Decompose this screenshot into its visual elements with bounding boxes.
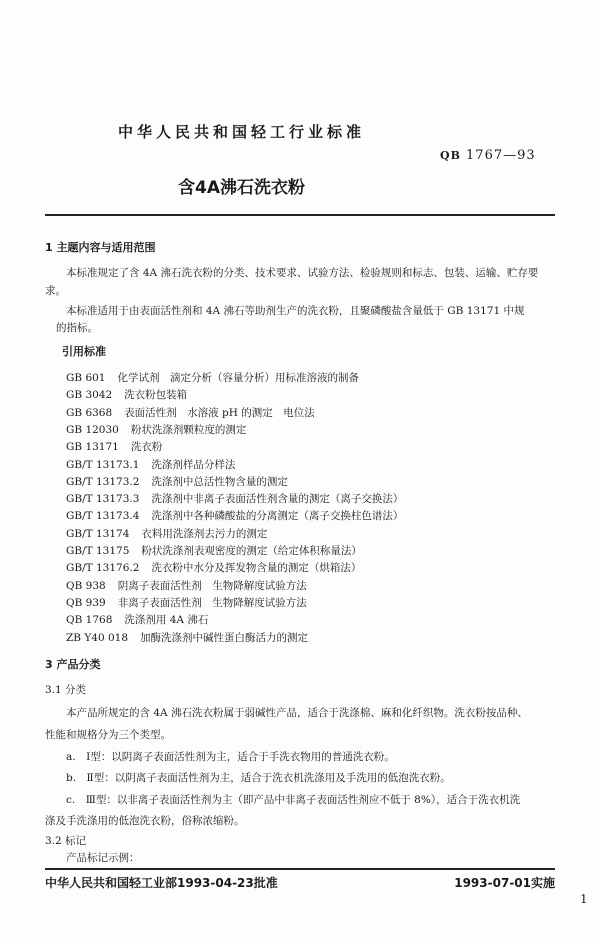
reference-title: 洗涤剂中总活性物含量的测定 bbox=[151, 475, 288, 488]
reference-item bbox=[66, 544, 362, 558]
reference-code: ZB Y40 018 bbox=[66, 631, 129, 644]
reference-item bbox=[66, 561, 361, 575]
reference-item bbox=[66, 579, 307, 593]
references-heading: 引用标准 bbox=[62, 345, 106, 358]
header-rule bbox=[45, 214, 555, 216]
reference-code: GB/T 13173.3 bbox=[66, 493, 140, 506]
reference-item bbox=[66, 509, 403, 523]
section-1-heading: 1 主题内容与适用范围 bbox=[45, 241, 156, 254]
code-number: 1767—93 bbox=[466, 148, 536, 163]
reference-title: 粉状洗涤剂表观密度的测定（给定体积称量法） bbox=[141, 545, 362, 557]
reference-item bbox=[66, 631, 308, 645]
reference-item bbox=[66, 371, 359, 385]
reference-item bbox=[66, 475, 288, 489]
reference-code: GB 12030 bbox=[66, 423, 119, 436]
reference-code: GB/T 13173.2 bbox=[66, 475, 140, 488]
reference-code: GB/T 13176.2 bbox=[66, 562, 140, 575]
standard-code bbox=[440, 148, 536, 163]
type-item-c: c. Ⅲ型：以非离子表面活性剂为主（即产品中非离子表面活性剂应不低于 8%），适合于洗衣机洗 bbox=[66, 794, 521, 806]
reference-title: 洗涤剂样品分样法 bbox=[151, 458, 236, 471]
section-3-1-heading: 3.1 分类 bbox=[45, 684, 87, 696]
reference-item bbox=[66, 406, 315, 420]
reference-item bbox=[66, 440, 162, 454]
reference-item bbox=[66, 458, 235, 472]
reference-title: 非离子表面活性剂 生物降解度试验方法 bbox=[117, 596, 307, 609]
paragraph-line: 求。 bbox=[45, 285, 66, 297]
reference-title: 洗涤剂中各种磷酸盐的分离测定（离子交换柱色谱法） bbox=[151, 510, 404, 523]
reference-title: 洗涤剂用 4A 沸石 bbox=[124, 614, 209, 627]
reference-title: 阴离子表面活性剂 生物降解度试验方法 bbox=[117, 579, 307, 592]
issuing-organization: 中华人民共和国轻工行业标准 bbox=[118, 123, 366, 141]
section-3-2-heading: 3.2 标记 bbox=[45, 835, 87, 847]
reference-item bbox=[66, 388, 187, 402]
reference-title: 化学试剂 滴定分析（容量分析）用标准溶液的制备 bbox=[117, 372, 359, 384]
footer-rule bbox=[45, 868, 555, 870]
document-title: 含4A沸石洗衣粉 bbox=[178, 178, 305, 198]
reference-code: QB 938 bbox=[66, 579, 106, 592]
reference-item bbox=[66, 527, 267, 541]
reference-title: 洗衣粉中水分及挥发物含量的测定（烘箱法） bbox=[151, 562, 362, 575]
reference-item bbox=[66, 492, 403, 506]
paragraph-line: 涤及手洗涤用的低泡洗衣粉，俗称浓缩粉。 bbox=[45, 815, 245, 827]
reference-code: GB/T 13173.4 bbox=[66, 510, 140, 523]
paragraph-line: 本产品所规定的含 4A 沸石洗衣粉属于弱碱性产品，适合于洗涤棉、麻和化纤织物。洗衣粉按品种、 bbox=[66, 707, 528, 719]
reference-title: 洗衣粉 bbox=[130, 441, 163, 454]
paragraph-line: 本标准适用于由表面活性剂和 4A 沸石等助剂生产的洗衣粉，且聚磷酸盐含量低于 GB 13171 中规 bbox=[66, 305, 525, 317]
reference-code: GB/T 13174 bbox=[66, 527, 130, 540]
reference-code: GB/T 13173.1 bbox=[66, 458, 140, 471]
paragraph-line: 产品标记示例： bbox=[66, 852, 140, 864]
reference-code: GB 6368 bbox=[66, 406, 113, 419]
paragraph-line: 的指标。 bbox=[56, 322, 98, 334]
paragraph-line: 本标准规定了含 4A 沸石洗衣粉的分类、技术要求、试验方法、检验规则和标志、包装、运输、贮存要 bbox=[66, 267, 539, 279]
reference-item bbox=[66, 613, 208, 627]
reference-code: QB 1768 bbox=[66, 614, 113, 627]
reference-title: 表面活性剂 水溶液 pH 的测定 电位法 bbox=[124, 406, 315, 419]
reference-title: 粉状洗涤剂颗粒度的测定 bbox=[130, 423, 247, 436]
reference-item bbox=[66, 423, 246, 437]
type-item-b: b. Ⅱ型：以阴离子表面活性剂为主，适合于洗衣机洗涤用及手洗用的低泡洗衣粉。 bbox=[66, 772, 451, 784]
reference-title: 加酶洗涤剂中碱性蛋白酶活力的测定 bbox=[140, 631, 309, 644]
reference-item bbox=[66, 596, 307, 610]
section-3-heading: 3 产品分类 bbox=[45, 658, 101, 671]
implementation-date: 1993-07-01实施 bbox=[454, 876, 555, 890]
code-prefix: QB bbox=[440, 149, 461, 162]
page-number: 1 bbox=[580, 892, 588, 906]
paragraph-line: 性能和规格分为三个类型。 bbox=[45, 729, 171, 741]
reference-title: 衣料用洗涤剂去污力的测定 bbox=[141, 527, 268, 540]
reference-code: GB/T 13175 bbox=[66, 545, 130, 557]
reference-code: QB 939 bbox=[66, 596, 106, 609]
reference-title: 洗衣粉包装箱 bbox=[124, 389, 188, 402]
reference-title: 洗涤剂中非离子表面活性剂含量的测定（离子交换法） bbox=[151, 493, 404, 506]
reference-code: GB 3042 bbox=[66, 389, 113, 402]
reference-code: GB 601 bbox=[66, 372, 106, 384]
type-item-a: a. Ⅰ型：以阴离子表面活性剂为主，适合于手洗衣物用的普通洗衣粉。 bbox=[66, 751, 395, 763]
approval-date: 中华人民共和国轻工业部1993-04-23批准 bbox=[45, 876, 278, 890]
reference-code: GB 13171 bbox=[66, 441, 119, 454]
